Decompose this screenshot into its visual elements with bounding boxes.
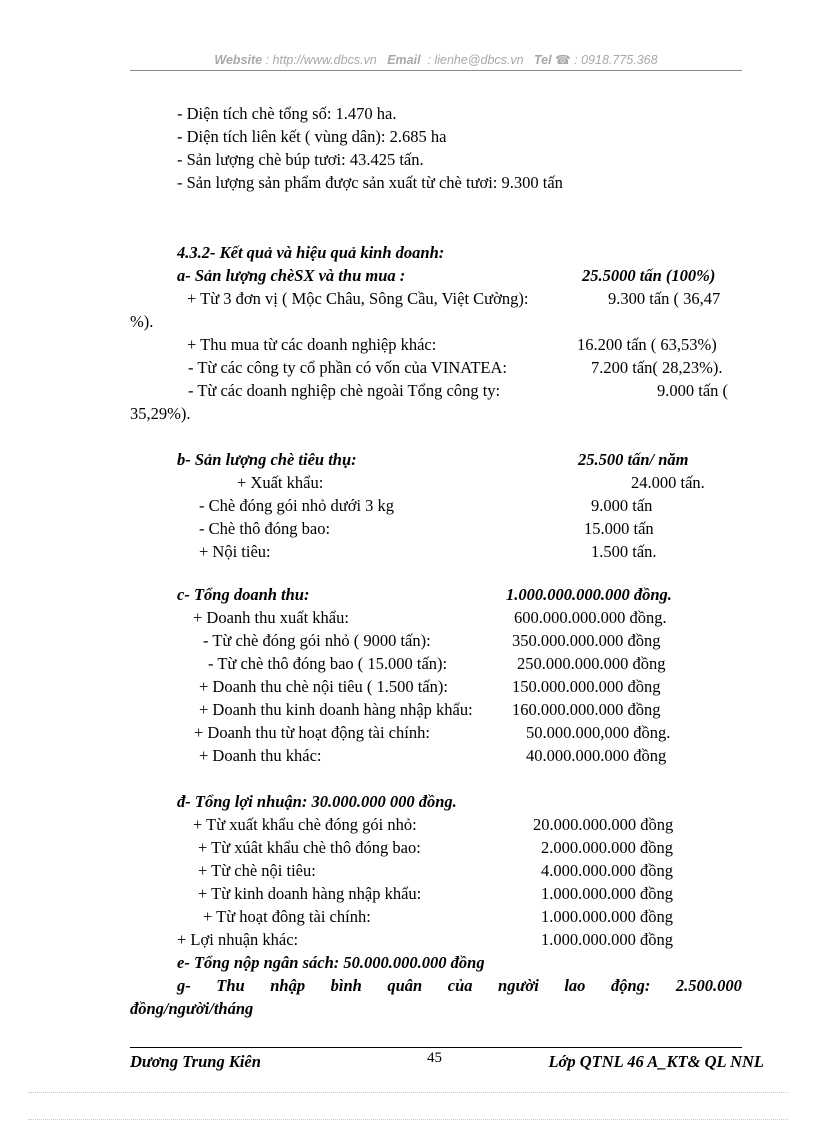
b-total: 25.500 tấn/ năm xyxy=(578,450,689,469)
c-row-right: 160.000.000.000 đồng xyxy=(512,700,661,719)
c-row-left: - Từ chè thô đóng bao ( 15.000 tấn): xyxy=(208,654,448,673)
c-row-right: 250.000.000.000 đồng xyxy=(517,654,666,673)
b-row-left: + Xuất khẩu: xyxy=(237,473,324,492)
a-row-wrap: 35,29%). xyxy=(130,404,191,423)
b-row-left: + Nội tiêu: xyxy=(199,542,271,561)
email-value: : lienhe@dbcs.vn xyxy=(427,53,524,67)
c-row-right: 50.000.000,000 đồng. xyxy=(526,723,671,742)
b-title: b- Sản lượng chè tiêu thụ: xyxy=(177,450,357,469)
c-row-right: 600.000.000.000 đồng. xyxy=(514,608,667,627)
phone-icon: ☎ xyxy=(555,53,571,67)
intro-line: - Diện tích liên kết ( vùng dân): 2.685 ha xyxy=(177,127,447,146)
d-row-right: 1.000.000.000 đồng xyxy=(541,930,673,949)
a-row-left: - Từ các công ty cổ phần có vốn của VINATEA: xyxy=(188,358,507,377)
g-word: động: xyxy=(610,976,651,995)
g-word: lao xyxy=(564,976,586,995)
c-row-left: + Doanh thu chè nội tiêu ( 1.500 tấn): xyxy=(199,677,448,696)
d-row-left: + Từ kinh doanh hàng nhập khẩu: xyxy=(198,884,422,903)
g-word: quân xyxy=(387,976,423,995)
c-total: 1.000.000.000.000 đồng. xyxy=(506,585,672,604)
header-rule xyxy=(130,70,742,71)
g-word: của xyxy=(447,976,473,995)
email-label: Email xyxy=(387,53,421,67)
d-row-right: 2.000.000.000 đồng xyxy=(541,838,673,857)
b-row-right: 1.500 tấn. xyxy=(591,542,657,561)
c-title: c- Tổng doanh thu: xyxy=(177,585,310,604)
a-title: a- Sản lượng chèSX và thu mua : xyxy=(177,266,406,285)
a-row-left: - Từ các doanh nghiệp chè ngoài Tổng công ty: xyxy=(188,381,501,400)
a-row-right: 16.200 tấn ( 63,53%) xyxy=(577,335,717,354)
b-row-right: 24.000 tấn. xyxy=(631,473,705,492)
b-row-right: 15.000 tấn xyxy=(584,519,654,538)
d-row-left: + Từ hoạt đông tài chính: xyxy=(203,907,371,926)
d-row-left: + Từ chè nội tiêu: xyxy=(198,861,316,880)
intro-line: - Sản lượng sản phẩm được sản xuất từ chè tươi: 9.300 tấn xyxy=(177,173,563,192)
g-word: người xyxy=(498,976,539,995)
a-row-right: 9.000 tấn ( xyxy=(657,381,729,400)
a-row-left: + Từ 3 đơn vị ( Mộc Châu, Sông Cầu, Việt Cường): xyxy=(187,289,529,308)
g-word: 2.500.000 xyxy=(675,976,742,995)
g-line-2: đồng/người/tháng xyxy=(130,999,254,1018)
c-row-right: 150.000.000.000 đồng xyxy=(512,677,661,696)
g-word: nhập xyxy=(270,976,306,995)
g-word: g- xyxy=(177,976,191,995)
a-row-left: + Thu mua từ các doanh nghiệp khác: xyxy=(187,335,437,354)
footer-rule xyxy=(130,1047,742,1048)
website-value: : http://www.dbcs.vn xyxy=(265,53,377,67)
d-row-right: 1.000.000.000 đồng xyxy=(541,907,673,926)
c-row-right: 40.000.000.000 đồng xyxy=(526,746,667,765)
b-row-left: - Chè đóng gói nhỏ dưới 3 kg xyxy=(199,496,395,515)
intro-line: - Diện tích chè tổng số: 1.470 ha. xyxy=(177,104,397,123)
g-word: bình xyxy=(330,976,362,995)
page-number: 45 xyxy=(427,1050,442,1066)
intro-line: - Sản lượng chè búp tươi: 43.425 tấn. xyxy=(177,150,424,169)
e-title: e- Tổng nộp ngân sách: 50.000.000.000 đồng xyxy=(177,953,485,972)
d-row-left: + Từ xúât khẩu chè thô đóng bao: xyxy=(198,838,421,857)
website-label: Website xyxy=(214,53,263,67)
d-title: đ- Tổng lợi nhuận: 30.000.000 000 đồng. xyxy=(177,792,457,811)
d-row-right: 4.000.000.000 đồng xyxy=(541,861,673,880)
a-row-right: 9.300 tấn ( 36,47 xyxy=(608,289,721,308)
b-row-left: - Chè thô đóng bao: xyxy=(199,519,331,538)
tel-label: Tel xyxy=(534,53,552,67)
bottom-dotted-rule xyxy=(28,1092,788,1093)
footer-class: Lớp QTNL 46 A_KT& QL NNL xyxy=(548,1052,764,1071)
d-row-left: + Lợi nhuận khác: xyxy=(177,930,299,949)
footer-author: Dương Trung Kiên xyxy=(130,1052,261,1071)
a-row-wrap: %). xyxy=(130,312,154,331)
g-line-1 xyxy=(177,976,742,996)
c-row-left: + Doanh thu xuất khẩu: xyxy=(193,608,349,627)
tel-value: : 0918.775.368 xyxy=(574,53,658,67)
c-row-left: - Từ chè đóng gói nhỏ ( 9000 tấn): xyxy=(203,631,431,650)
a-row-right: 7.200 tấn( 28,23%). xyxy=(591,358,723,377)
page-header xyxy=(130,52,742,67)
c-row-left: + Doanh thu khác: xyxy=(199,746,322,765)
c-row-right: 350.000.000.000 đồng xyxy=(512,631,661,650)
b-row-right: 9.000 tấn xyxy=(591,496,653,515)
section-title: 4.3.2- Kết quả và hiệu quả kinh doanh: xyxy=(177,243,445,262)
d-row-left: + Từ xuất khẩu chè đóng gói nhỏ: xyxy=(193,815,417,834)
c-row-left: + Doanh thu kinh doanh hàng nhập khẩu: xyxy=(199,700,473,719)
bottom-dotted-rule xyxy=(28,1119,788,1120)
a-total: 25.5000 tấn (100%) xyxy=(582,266,716,285)
g-word: Thu xyxy=(216,976,245,995)
c-row-left: + Doanh thu từ hoạt động tài chính: xyxy=(194,723,430,742)
d-row-right: 1.000.000.000 đồng xyxy=(541,884,673,903)
d-row-right: 20.000.000.000 đồng xyxy=(533,815,674,834)
